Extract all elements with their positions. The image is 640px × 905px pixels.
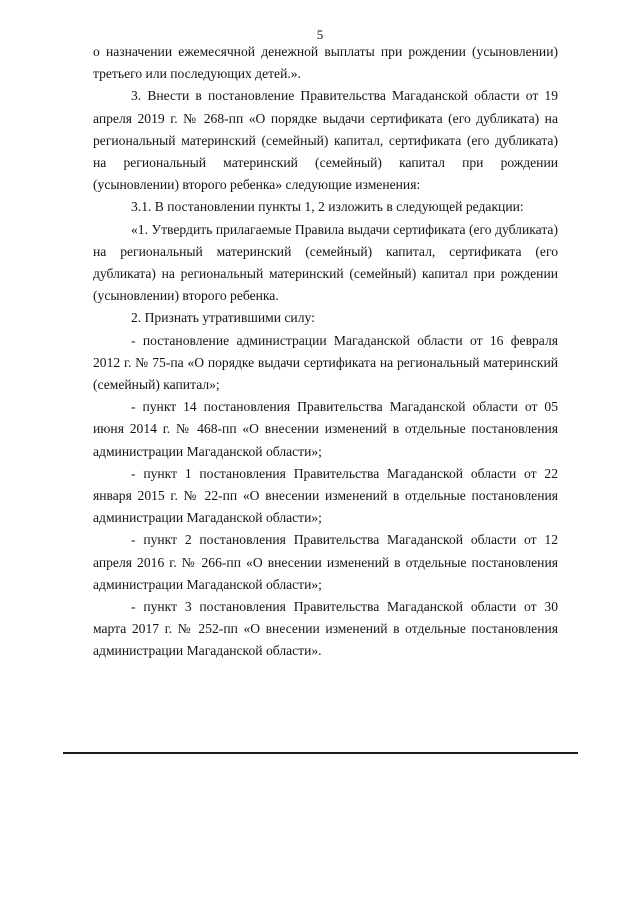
document-body	[93, 41, 558, 663]
paragraph-continuation: о назначении ежемесячной денежной выплаты при рождении (усыновлении) третьего или последующих детей.».	[93, 44, 558, 82]
paragraph-item-3-1: 3.1. В постановлении пункты 1, 2 изложить в следующей редакции:	[131, 199, 524, 215]
paragraph-quoted-item-1: «1. Утвердить прилагаемые Правила выдачи сертификата (его дубликата) на региональный материнский (семейный) капитал, сертификата (его дубликата) на региональный материнский (семейный) капитал при рождении (усыновлении) второго ребенка.	[93, 221, 558, 304]
page-number: 5	[316, 27, 324, 42]
bottom-divider-line	[63, 752, 578, 754]
paragraph-quoted-item-2: 2. Признать утратившими силу:	[131, 310, 315, 326]
list-item-repealed-act: - постановление администрации Магаданской области от 16 февраля 2012 г. № 75-па «О порядке выдачи сертификата на региональный материнский (семейный) капитал»;	[93, 332, 558, 393]
list-item-repealed-act: - пункт 2 постановления Правительства Магаданской области от 12 апреля 2016 г. № 266-пп «О внесении изменений в отдельные постановления администрации Магаданской области»;	[93, 532, 558, 592]
list-item-repealed-act: - пункт 3 постановления Правительства Магаданской области от 30 марта 2017 г. № 252-пп «О внесении изменений в отдельные постановления администрации Магаданской области».	[93, 599, 558, 659]
list-item-repealed-act: - пункт 1 постановления Правительства Магаданской области от 22 января 2015 г. № 22-пп «О внесении изменений в отдельные постановления администрации Магаданской области»;	[93, 465, 558, 526]
paragraph-item-3: 3. Внести в постановление Правительства Магаданской области от 19 апреля 2019 г. № 268-пп «О порядке выдачи сертификата (его дубликата) на региональный материнский (семейный) капитал, сертификата (его дубликата) на региональный материнский (семейный) капитал при рождении (усыновлении) второго ребенка» следующие изменения:	[93, 88, 558, 193]
list-item-repealed-act: - пункт 14 постановления Правительства Магаданской области от 05 июня 2014 г. № 468-пп «О внесении изменений в отдельные постановления администрации Магаданской области»;	[93, 399, 558, 459]
